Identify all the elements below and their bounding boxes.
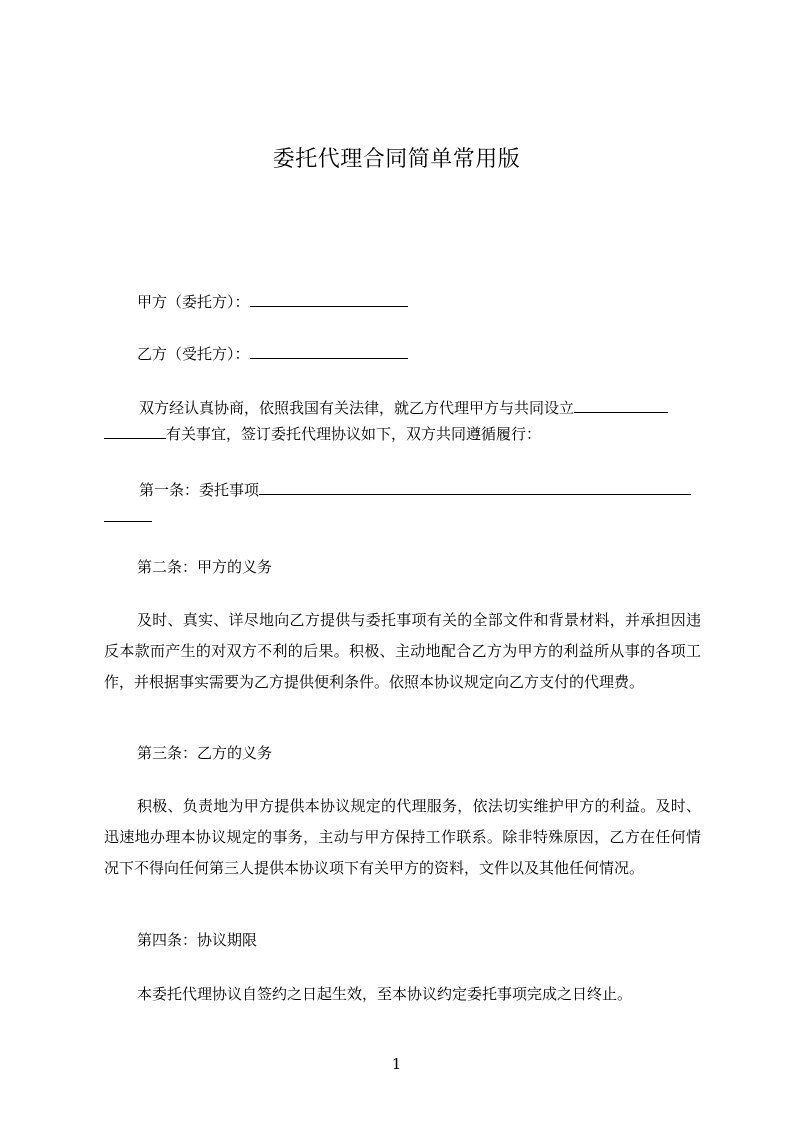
intro-text-2: 有关事宜，签订委托代理协议如下，双方共同遵循履行： [166,425,542,443]
article1-label: 第一条：委托事项 [139,481,260,499]
article3-body: 积极、负责地为甲方提供本协议规定的代理服务，依法切实维护甲方的利益。及时、迅速地办理本协议规定的事务，主动与甲方保持工作联系。除非特殊原因，乙方在任何情况下不得向任何第三人提供本协议项下有关甲方的资料，文件以及其他任何情况。 [104,797,701,877]
article4-heading: 第四条：协议期限 [137,931,258,949]
intro-line-2 [104,419,704,449]
article2-body: 及时、真实、详尽地向乙方提供与委托事项有关的全部文件和背景材料，并承担因违反本款而产生的对双方不利的后果。积极、主动地配合乙方为甲方的利益所从事的各项工作，并根据事实需要为乙方提供便利条件。依照本协议规定向乙方支付的代理费。 [104,611,701,691]
party-a-line [137,287,737,317]
intro-blank-cont [104,423,166,439]
party-b-line [137,339,737,369]
intro-text-1: 双方经认真协商，依照我国有关法律，就乙方代理甲方与共同设立 [139,399,575,417]
document-title: 委托代理合同简单常用版 [272,147,521,172]
article2-heading: 第二条：甲方的义务 [137,558,273,576]
party-b-label: 乙方（受托方）： [137,345,250,363]
intro-blank[interactable] [574,397,668,413]
article4-body: 本委托代理协议自签约之日起生效，至本协议约定委托事项完成之日终止。 [137,985,633,1003]
party-b-blank[interactable] [250,343,408,359]
article3-heading: 第三条：乙方的义务 [137,744,273,762]
article1-line [139,475,739,505]
party-a-label: 甲方（委托方）： [137,293,250,311]
article1-line-2 [104,502,704,532]
page-number: 1 [391,1055,402,1073]
article1-blank-cont [104,506,152,522]
party-a-blank[interactable] [250,291,408,307]
article1-blank[interactable] [259,479,691,495]
